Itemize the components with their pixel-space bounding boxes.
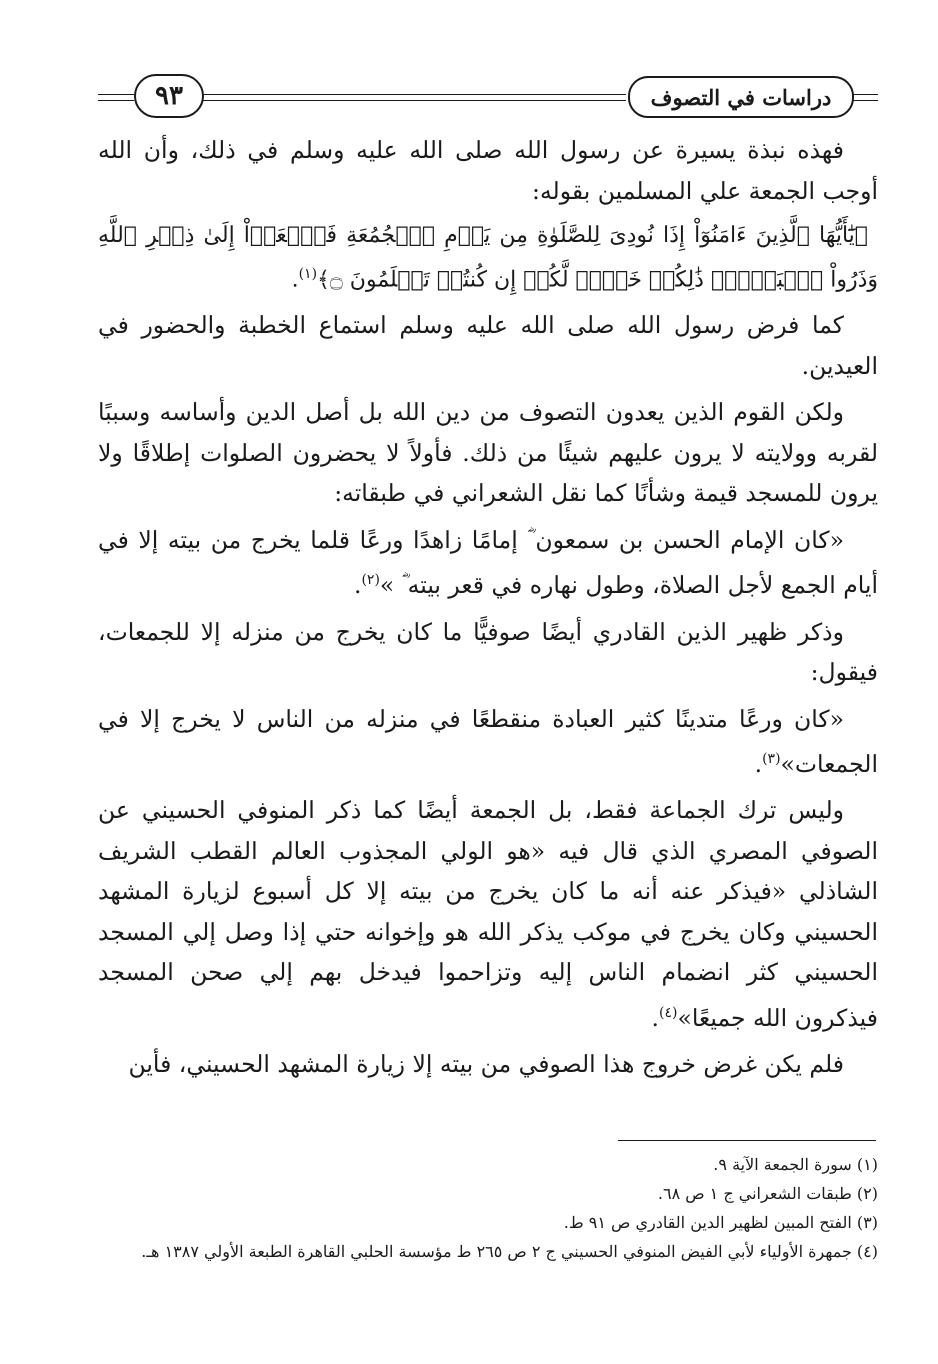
paragraph-3: ولكن القوم الذين يعدون التصوف من دين الله بل أصل الدين وأساسه وسببًا لقربه وولايته لا يرون عليهم شيئًا من ذلك. فأولاً لا يحضرون الصلوات إطلاقًا ولا يرون للمسجد قيمة وشأنًا كما نقل الشعراني في طبقاته: xyxy=(98,398,878,508)
running-title: دراسات في التصوف xyxy=(628,76,854,118)
verse-text: ﴿يَٰٓأَيُّهَا ٱلَّذِينَ ءَامَنُوٓاْ إِذَا نُودِىَ لِلصَّلَوٰةِ مِن يَوۡمِ ٱلۡجُمُعَةِ فَٱسۡعَوۡاْ إِلَىٰ ذِكۡرِ ٱللَّهِ وَذَرُواْ ٱلۡبَيۡعَۚ ذَٰلِكُمۡ خَيۡرٞ لَّكُمۡ إِن كُنتُمۡ تَعۡلَمُونَ ۝﴾ xyxy=(98,223,878,293)
quote-1: «كان الإمام الحسن بن سمعون ؓ إمامًا زاهدًا ورعًا قلما يخرج من بيته إلا في أيام الجمع لأجل الصلاة، وطول نهاره في قعر بيته ؓ »$^{(٢)}$. xyxy=(98,525,878,600)
footnote-1: (١) سورة الجمعة الآية ٩. xyxy=(713,1155,878,1174)
quran-verse: ﴿يَٰٓأَيُّهَا ٱلَّذِينَ ءَامَنُوٓاْ إِذَا نُودِىَ لِلصَّلَوٰةِ مِن يَوۡمِ ٱلۡجُمُعَةِ فَٱسۡعَوۡاْ إِلَىٰ ذِكۡرِ ٱللَّهِ وَذَرُواْ ٱلۡبَيۡعَۚ ذَٰلِكُمۡ خَيۡرٞ لَّكُمۡ إِن كُنتُمۡ تَعۡلَمُونَ ۝﴾$^{(١)}$. xyxy=(98,223,878,293)
quote-2: «كان ورعًا متدينًا كثير العبادة منقطعًا في منزله من الناس لا يخرج إلا في الجمعات»$^{(٣)}$. xyxy=(98,704,878,778)
footnote-ref-4: (٤) xyxy=(659,1004,678,1021)
paragraph-4: وذكر ظهير الذين القادري أيضًا صوفيًّا ما كان يخرج من منزله إلا للجمعات، فيقول: xyxy=(98,617,878,687)
footnote-ref-1: (١) xyxy=(298,266,318,282)
footnote-divider xyxy=(618,1140,876,1141)
header-rule-middle xyxy=(200,94,626,101)
page-header xyxy=(98,70,878,122)
footnote-3: (٣) الفتح المبين لظهير الدين القادري ص ٩١ ط. xyxy=(563,1213,878,1232)
footnote-4: (٤) جمهرة الأولياء لأبي الفيض المنوفي الحسيني ج ٢ ص ٢٦٥ ط مؤسسة الحلبي القاهرة الطبعة الأولي ١٣٨٧ هـ. xyxy=(141,1242,878,1261)
paragraph-5-text: وليس ترك الجماعة فقط، بل الجمعة أيضًا كما ذكر المنوفي الحسيني عن الصوفي المصري الذي قال فيه «هو الولي المجذوب العالم القطب الشريف الشاذلي «فيذكر عنه أنه ما كان يخرج من بيته إلا كل أسبوع لزيارة المشهد الحسيني وكان يخرج في موكب يذكر الله هو وإخوانه حتي إذا وصل إلي المسجد الحسيني كثر انضمام الناس إليه وتزاحموا فيدخل بهم إلي صحن المسجد فيذكرون الله جميعًا» xyxy=(98,796,878,1032)
paragraph-6: فلم يكن غرض خروج هذا الصوفي من بيته إلا زيارة المشهد الحسيني، فأين xyxy=(128,1050,844,1079)
footnote-ref-2: (٢) xyxy=(361,572,380,589)
paragraph-5: وليس ترك الجماعة فقط، بل الجمعة أيضًا كما ذكر المنوفي الحسيني عن الصوفي المصري الذي قال فيه «هو الولي المجذوب العالم القطب الشريف الشاذلي «فيذكر عنه أنه ما كان يخرج من بيته إلا كل أسبوع لزيارة المشهد الحسيني وكان يخرج في موكب يذكر الله هو وإخوانه حتي إذا وصل إلي المسجد الحسيني كثر انضمام الناس إليه وتزاحموا فيدخل بهم إلي صحن المسجد فيذكرون الله جميعًا»$^{(٤)}$. xyxy=(98,796,878,1032)
footnote-2: (٢) طبقات الشعراني ج ١ ص ٦٨. xyxy=(657,1184,878,1203)
header-rule-left xyxy=(98,94,134,101)
quote-2-text: «كان ورعًا متدينًا كثير العبادة منقطعًا في منزله من الناس لا يخرج إلا في الجمعات» xyxy=(98,704,878,778)
paragraph-1: فهذه نبذة يسيرة عن رسول الله صلى الله عليه وسلم في ذلك، وأن الله أوجب الجمعة علي المسلمين بقوله: xyxy=(98,136,878,205)
page-number: ٩٣ xyxy=(134,74,204,118)
main-text xyxy=(98,130,878,1091)
footnote-ref-3: (٣) xyxy=(762,751,781,768)
quote-1-text: «كان الإمام الحسن بن سمعون ؓ إمامًا زاهدًا ورعًا قلما يخرج من بيته إلا في أيام الجمع لأجل الصلاة، وطول نهاره في قعر بيته ؓ » xyxy=(98,525,878,600)
paragraph-2: كما فرض رسول الله صلى الله عليه وسلم استماع الخطبة والحضور في العيدين. xyxy=(98,311,878,380)
footnotes xyxy=(98,1150,878,1266)
